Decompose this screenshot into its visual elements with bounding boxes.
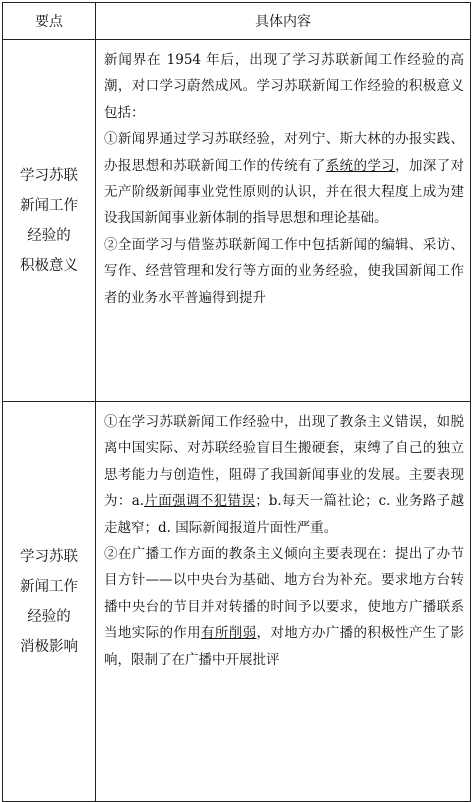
header-row bbox=[3, 3, 471, 40]
text-run: ②全面学习与借鉴苏联新闻工作中包括新闻的编辑、采访、写作、经营管理和发行等方面的业务经验，使我国新闻工作者的业务水平普遍得到提升 bbox=[104, 236, 464, 306]
key-line: 消极影响 bbox=[20, 638, 78, 655]
table-row bbox=[3, 40, 471, 402]
row-content bbox=[96, 40, 471, 402]
key-line: 新闻工作 bbox=[20, 197, 78, 214]
underlined-text: 片面强调不犯错误 bbox=[144, 493, 256, 510]
paragraph bbox=[104, 47, 464, 126]
underlined-text: 系统的学习 bbox=[325, 157, 396, 174]
row-key bbox=[3, 402, 96, 802]
text-run: ①在学习苏联新闻工作经验中，出现了教条主义错误，如脱离中国实际、对苏联经验盲目生搬硬套，束缚了自己的独立思考能力与创造性，阻碍了我国新闻事业的发展。主要表现为：a. bbox=[104, 414, 464, 510]
text-run: ，加深了对无产阶级新闻事业党性原则的认识，并在很大程度上成为建设我国新闻事业新体制的指导思想和理论基础。 bbox=[104, 157, 465, 227]
header-key: 要点 bbox=[3, 3, 96, 40]
paragraph bbox=[104, 232, 464, 311]
text-run: ①新闻界通过学习苏联经验，对列宁、斯大林的办报实践、办报思想和苏联新闻工作的传统有了 bbox=[104, 131, 464, 174]
paragraph bbox=[104, 126, 464, 232]
text-run: ；b.每天一篇社论；c. 业务路子越走越窄；d. 国际新闻报道片面性严重。 bbox=[104, 493, 465, 536]
key-line: 积极意义 bbox=[20, 257, 78, 274]
text-run: ，对地方办广播的积极性产生了影响，限制了在广播中开展批评 bbox=[104, 625, 465, 668]
row-content bbox=[96, 402, 471, 802]
header-content: 具体内容 bbox=[96, 3, 471, 40]
key-line: 新闻工作 bbox=[20, 578, 78, 595]
text-run: 新闻界在 1954 年后，出现了学习苏联新闻工作经验的高潮，对口学习蔚然成风。学习苏联新闻工作经验的积极意义包括： bbox=[104, 52, 464, 121]
table-row bbox=[3, 402, 471, 802]
key-line: 经验的 bbox=[27, 227, 71, 244]
key-line: 学习苏联 bbox=[20, 167, 78, 184]
underlined-text: 有所削弱 bbox=[201, 625, 257, 642]
row-key bbox=[3, 40, 96, 402]
content-table bbox=[2, 2, 471, 802]
paragraph bbox=[104, 409, 464, 541]
text-run: ②在广播工作方面的教条主义倾向主要表现在：提出了办节目方针——以中央台为基础、地方台为补充。要求地方台转播中央台的节目并对转播的时间予以要求，使地方广播联系当地实际的作用 bbox=[104, 546, 464, 642]
key-line: 学习苏联 bbox=[20, 548, 78, 565]
paragraph bbox=[104, 541, 464, 673]
key-line: 经验的 bbox=[27, 608, 71, 625]
